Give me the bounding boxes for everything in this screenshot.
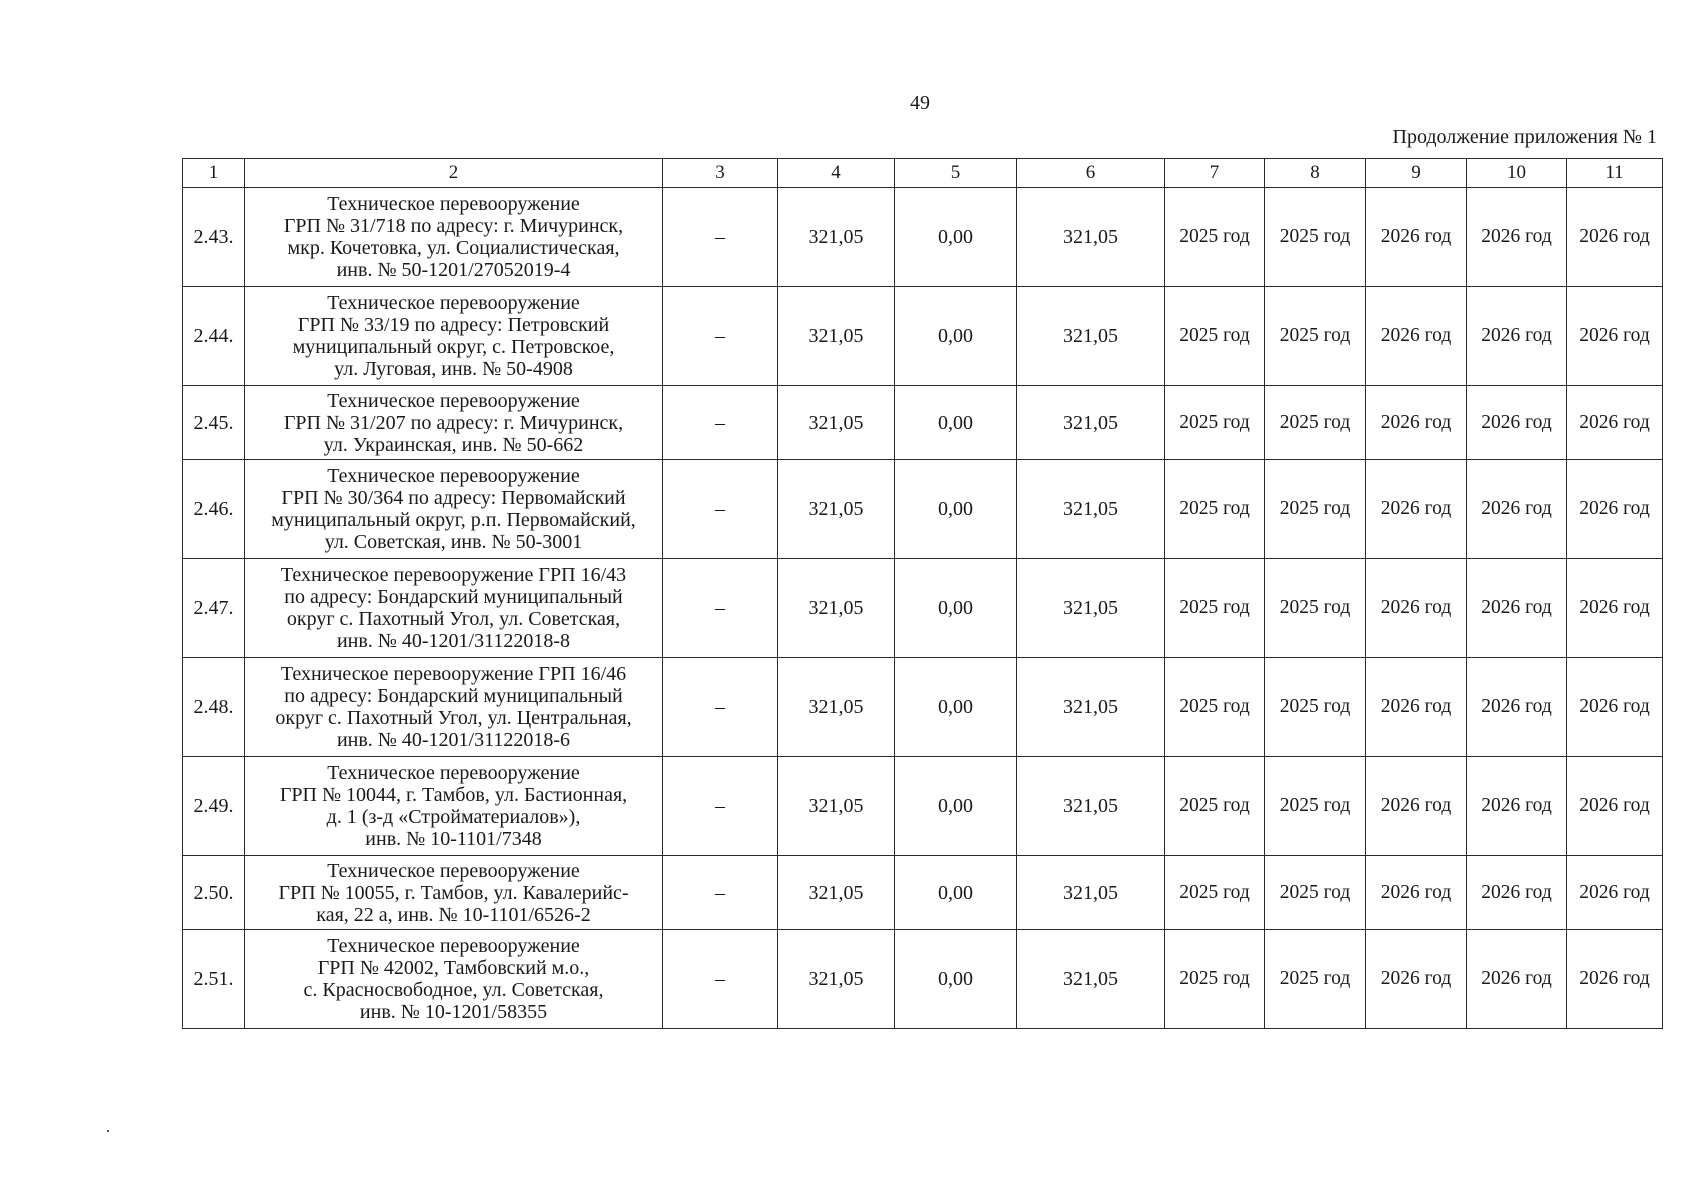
description-line: ГРП № 10044, г. Тамбов, ул. Бастионная, — [279, 784, 628, 806]
cell-col-4: 321,05 — [778, 188, 895, 287]
description-line: ГРП № 31/718 по адресу: г. Мичуринск, — [283, 215, 624, 237]
object-description — [245, 386, 663, 460]
table-body — [183, 159, 1663, 1029]
cell-col-8: 2025 год — [1265, 856, 1366, 930]
cell-col-7: 2025 год — [1165, 757, 1265, 856]
description-line: Техническое перевооружение — [327, 389, 580, 412]
cell-col-8: 2025 год — [1265, 658, 1366, 757]
row-number: 2.43. — [183, 188, 245, 287]
cell-col-10: 2026 год — [1467, 460, 1567, 559]
cell-col-9: 2026 год — [1366, 386, 1467, 460]
cell-col-6: 321,05 — [1017, 757, 1165, 856]
row-number: 2.48. — [183, 658, 245, 757]
description-line: муниципальный округ, с. Петровское, — [292, 336, 615, 358]
description-line: ГРП № 33/19 по адресу: Петровский — [297, 314, 610, 336]
cell-col-11: 2026 год — [1567, 386, 1663, 460]
table-row — [183, 460, 1663, 559]
cell-col-6: 321,05 — [1017, 386, 1165, 460]
cell-col-4: 321,05 — [778, 559, 895, 658]
cell-col-10: 2026 год — [1467, 386, 1567, 460]
row-number: 2.49. — [183, 757, 245, 856]
cell-col-3: – — [663, 559, 778, 658]
description-line: ГРП № 31/207 по адресу: г. Мичуринск, — [283, 411, 624, 434]
appendix-note: Продолжение приложения № 1 — [1392, 126, 1657, 148]
cell-col-10: 2026 год — [1467, 559, 1567, 658]
scan-mark — [107, 1130, 109, 1132]
description-line: муниципальный округ, р.п. Первомайский, — [271, 509, 636, 531]
cell-col-7: 2025 год — [1165, 188, 1265, 287]
description-line: инв. № 10-1201/58355 — [359, 1001, 548, 1023]
cell-col-10: 2026 год — [1467, 658, 1567, 757]
object-description — [245, 930, 663, 1029]
row-number: 2.46. — [183, 460, 245, 559]
header-cell: 9 — [1366, 159, 1467, 188]
description-line: Техническое перевооружение — [327, 762, 580, 784]
description-line: инв. № 40-1201/31122018-8 — [336, 630, 571, 652]
description-line: Техническое перевооружение — [327, 292, 580, 314]
cell-col-3: – — [663, 386, 778, 460]
object-description — [245, 188, 663, 287]
cell-col-3: – — [663, 460, 778, 559]
cell-col-3: – — [663, 188, 778, 287]
program-table — [182, 158, 1663, 1029]
header-cell: 4 — [778, 159, 895, 188]
cell-col-3: – — [663, 856, 778, 930]
description-line: Техническое перевооружение — [327, 465, 580, 487]
cell-col-5: 0,00 — [895, 658, 1017, 757]
row-number: 2.47. — [183, 559, 245, 658]
description-line: с. Красносвободное, ул. Советская, — [303, 979, 604, 1001]
cell-col-4: 321,05 — [778, 386, 895, 460]
description-line: округ с. Пахотный Угол, ул. Советская, — [286, 608, 621, 630]
header-cell: 11 — [1567, 159, 1663, 188]
cell-col-11: 2026 год — [1567, 658, 1663, 757]
cell-col-6: 321,05 — [1017, 930, 1165, 1029]
cell-col-4: 321,05 — [778, 658, 895, 757]
table-row — [183, 658, 1663, 757]
header-row — [183, 159, 1663, 188]
description-line: ГРП № 30/364 по адресу: Первомайский — [281, 487, 626, 509]
header-cell: 6 — [1017, 159, 1165, 188]
table-row — [183, 856, 1663, 930]
cell-col-8: 2025 год — [1265, 460, 1366, 559]
description-line: округ с. Пахотный Угол, ул. Центральная, — [275, 707, 632, 729]
cell-col-5: 0,00 — [895, 757, 1017, 856]
cell-col-11: 2026 год — [1567, 930, 1663, 1029]
header-cell: 2 — [245, 159, 663, 188]
cell-col-7: 2025 год — [1165, 658, 1265, 757]
description-line: инв. № 10-1101/7348 — [365, 828, 542, 850]
cell-col-10: 2026 год — [1467, 287, 1567, 386]
cell-col-9: 2026 год — [1366, 559, 1467, 658]
cell-col-11: 2026 год — [1567, 757, 1663, 856]
object-description — [245, 856, 663, 930]
object-description — [245, 757, 663, 856]
header-cell: 10 — [1467, 159, 1567, 188]
cell-col-3: – — [663, 757, 778, 856]
cell-col-3: – — [663, 930, 778, 1029]
cell-col-5: 0,00 — [895, 287, 1017, 386]
cell-col-7: 2025 год — [1165, 460, 1265, 559]
cell-col-8: 2025 год — [1265, 757, 1366, 856]
cell-col-5: 0,00 — [895, 188, 1017, 287]
cell-col-10: 2026 год — [1467, 757, 1567, 856]
cell-col-10: 2026 год — [1467, 856, 1567, 930]
cell-col-8: 2025 год — [1265, 287, 1366, 386]
cell-col-6: 321,05 — [1017, 287, 1165, 386]
cell-col-11: 2026 год — [1567, 559, 1663, 658]
description-line: Техническое перевооружение — [327, 193, 580, 215]
cell-col-8: 2025 год — [1265, 559, 1366, 658]
header-cell: 8 — [1265, 159, 1366, 188]
object-description — [245, 287, 663, 386]
cell-col-8: 2025 год — [1265, 188, 1366, 287]
table-row — [183, 930, 1663, 1029]
row-number: 2.50. — [183, 856, 245, 930]
description-line: кая, 22 а, инв. № 10-1101/6526-2 — [316, 903, 591, 926]
table-row — [183, 188, 1663, 287]
cell-col-6: 321,05 — [1017, 559, 1165, 658]
cell-col-7: 2025 год — [1165, 287, 1265, 386]
cell-col-10: 2026 год — [1467, 188, 1567, 287]
cell-col-9: 2026 год — [1366, 856, 1467, 930]
table-row — [183, 757, 1663, 856]
cell-col-9: 2026 год — [1366, 757, 1467, 856]
cell-col-5: 0,00 — [895, 386, 1017, 460]
cell-col-11: 2026 год — [1567, 188, 1663, 287]
cell-col-5: 0,00 — [895, 559, 1017, 658]
description-line: Техническое перевооружение ГРП 16/46 — [280, 663, 627, 685]
header-cell: 5 — [895, 159, 1017, 188]
table-row — [183, 559, 1663, 658]
table-row — [183, 386, 1663, 460]
cell-col-4: 321,05 — [778, 287, 895, 386]
cell-col-9: 2026 год — [1366, 287, 1467, 386]
cell-col-7: 2025 год — [1165, 856, 1265, 930]
description-line: по адресу: Бондарский муниципальный — [284, 586, 623, 608]
cell-col-11: 2026 год — [1567, 856, 1663, 930]
object-description — [245, 658, 663, 757]
cell-col-11: 2026 год — [1567, 287, 1663, 386]
cell-col-9: 2026 год — [1366, 460, 1467, 559]
cell-col-7: 2025 год — [1165, 930, 1265, 1029]
cell-col-5: 0,00 — [895, 856, 1017, 930]
header-cell: 1 — [183, 159, 245, 188]
page-number: 49 — [910, 92, 930, 114]
cell-col-11: 2026 год — [1567, 460, 1663, 559]
description-line: инв. № 40-1201/31122018-6 — [336, 729, 571, 751]
object-description — [245, 559, 663, 658]
description-line: д. 1 (з-д «Стройматериалов»), — [326, 806, 581, 828]
description-line: ГРП № 10055, г. Тамбов, ул. Кавалерийс- — [278, 881, 629, 904]
cell-col-6: 321,05 — [1017, 658, 1165, 757]
description-line: Техническое перевооружение ГРП 16/43 — [280, 564, 627, 586]
cell-col-9: 2026 год — [1366, 188, 1467, 287]
cell-col-3: – — [663, 287, 778, 386]
description-line: ул. Луговая, инв. № 50-4908 — [334, 358, 573, 380]
description-line: ГРП № 42002, Тамбовский м.о., — [317, 957, 590, 979]
cell-col-9: 2026 год — [1366, 930, 1467, 1029]
description-line: Техническое перевооружение — [327, 859, 580, 882]
cell-col-8: 2025 год — [1265, 386, 1366, 460]
cell-col-6: 321,05 — [1017, 856, 1165, 930]
header-cell: 3 — [663, 159, 778, 188]
description-line: ул. Советская, инв. № 50-3001 — [324, 531, 583, 553]
description-line: Техническое перевооружение — [327, 935, 580, 957]
cell-col-8: 2025 год — [1265, 930, 1366, 1029]
header-cell: 7 — [1165, 159, 1265, 188]
row-number: 2.51. — [183, 930, 245, 1029]
cell-col-10: 2026 год — [1467, 930, 1567, 1029]
cell-col-6: 321,05 — [1017, 460, 1165, 559]
cell-col-5: 0,00 — [895, 930, 1017, 1029]
cell-col-4: 321,05 — [778, 930, 895, 1029]
cell-col-7: 2025 год — [1165, 386, 1265, 460]
object-description — [245, 460, 663, 559]
cell-col-4: 321,05 — [778, 460, 895, 559]
cell-col-5: 0,00 — [895, 460, 1017, 559]
description-line: инв. № 50-1201/27052019-4 — [336, 259, 571, 281]
row-number: 2.44. — [183, 287, 245, 386]
cell-col-4: 321,05 — [778, 757, 895, 856]
cell-col-3: – — [663, 658, 778, 757]
description-line: ул. Украинская, инв. № 50-662 — [323, 433, 584, 456]
cell-col-9: 2026 год — [1366, 658, 1467, 757]
table-row — [183, 287, 1663, 386]
row-number: 2.45. — [183, 386, 245, 460]
cell-col-6: 321,05 — [1017, 188, 1165, 287]
cell-col-7: 2025 год — [1165, 559, 1265, 658]
description-line: мкр. Кочетовка, ул. Социалистическая, — [287, 237, 620, 259]
cell-col-4: 321,05 — [778, 856, 895, 930]
description-line: по адресу: Бондарский муниципальный — [284, 685, 623, 707]
